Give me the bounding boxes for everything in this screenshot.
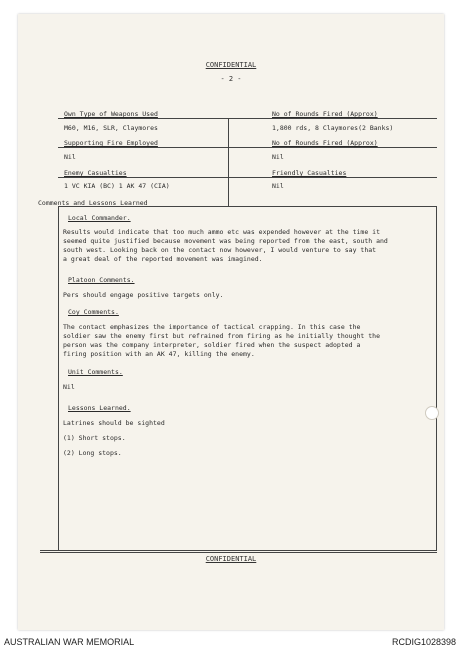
coy-comments-heading: Coy Comments.	[68, 308, 119, 316]
enemy-casualties-value: 1 VC KIA (BC) 1 AK 47 (CIA)	[64, 182, 170, 190]
table-rule-2	[58, 177, 437, 178]
support-rounds-value: Nil	[272, 153, 284, 161]
archive-credit: AUSTRALIAN WAR MEMORIAL	[4, 637, 135, 647]
own-weapons-label: Own Type of Weapons Used	[64, 110, 158, 118]
frame-right-border	[436, 206, 437, 550]
friendly-casualties-value: Nil	[272, 182, 284, 190]
platoon-comments-heading: Platoon Comments.	[68, 276, 135, 284]
punch-hole	[425, 406, 439, 420]
frame-bottom-rule-2	[40, 552, 437, 553]
platoon-comments-text: Pers should engage positive targets only.	[63, 291, 224, 299]
archive-reference: RCDIG1028398	[391, 637, 456, 647]
enemy-casualties-label: Enemy Casualties	[64, 169, 127, 177]
own-weapons-value: M60, M16, SLR, Claymores	[64, 124, 158, 132]
classification-footer: CONFIDENTIAL	[205, 555, 257, 563]
friendly-casualties-label: Friendly Casualties	[272, 169, 347, 177]
coy-comments-text: The contact emphasizes the importance of tactical crapping. In this case the soldier saw the enemy first but refrained from firing as he initially thought the person was the company interpreter, soldier fired when the suspect adopted a firing position with an AK 47, killing the enemy.	[63, 323, 380, 358]
rounds-fired-value: 1,800 rds, 8 Claymores(2 Banks)	[272, 124, 394, 132]
page-number: - 2 -	[220, 75, 242, 83]
unit-comments-heading: Unit Comments.	[68, 368, 123, 376]
frame-left-border	[58, 206, 59, 550]
support-rounds-label: No of Rounds Fired (Approx)	[272, 139, 378, 147]
table-divider	[228, 118, 229, 206]
rounds-fired-label: No of Rounds Fired (Approx)	[272, 110, 378, 118]
supporting-fire-label: Supporting Fire Employed	[64, 139, 158, 147]
local-commander-text: Results would indicate that too much ammo etc was expended however at the time it seemed quite justified because movement was being reported from the east, south and south west. Looking back on the contact now however, I would venture to say that a great deal of the reported movement was imagined.	[63, 228, 388, 263]
frame-bottom-rule	[40, 550, 437, 551]
supporting-fire-value: Nil	[64, 153, 76, 161]
table-top-rule	[58, 118, 437, 119]
document-page	[18, 14, 444, 630]
table-rule-1	[58, 147, 437, 148]
lessons-learned-heading: Lessons Learned.	[68, 404, 131, 412]
section-title: Comments and Lessons Learned	[38, 199, 148, 207]
unit-comments-text: Nil	[63, 383, 75, 391]
local-commander-heading: Local Commander.	[68, 214, 131, 222]
classification-header: CONFIDENTIAL	[205, 61, 257, 69]
lessons-learned-text: Latrines should be sighted (1) Short stops. (2) Long stops.	[63, 419, 165, 457]
